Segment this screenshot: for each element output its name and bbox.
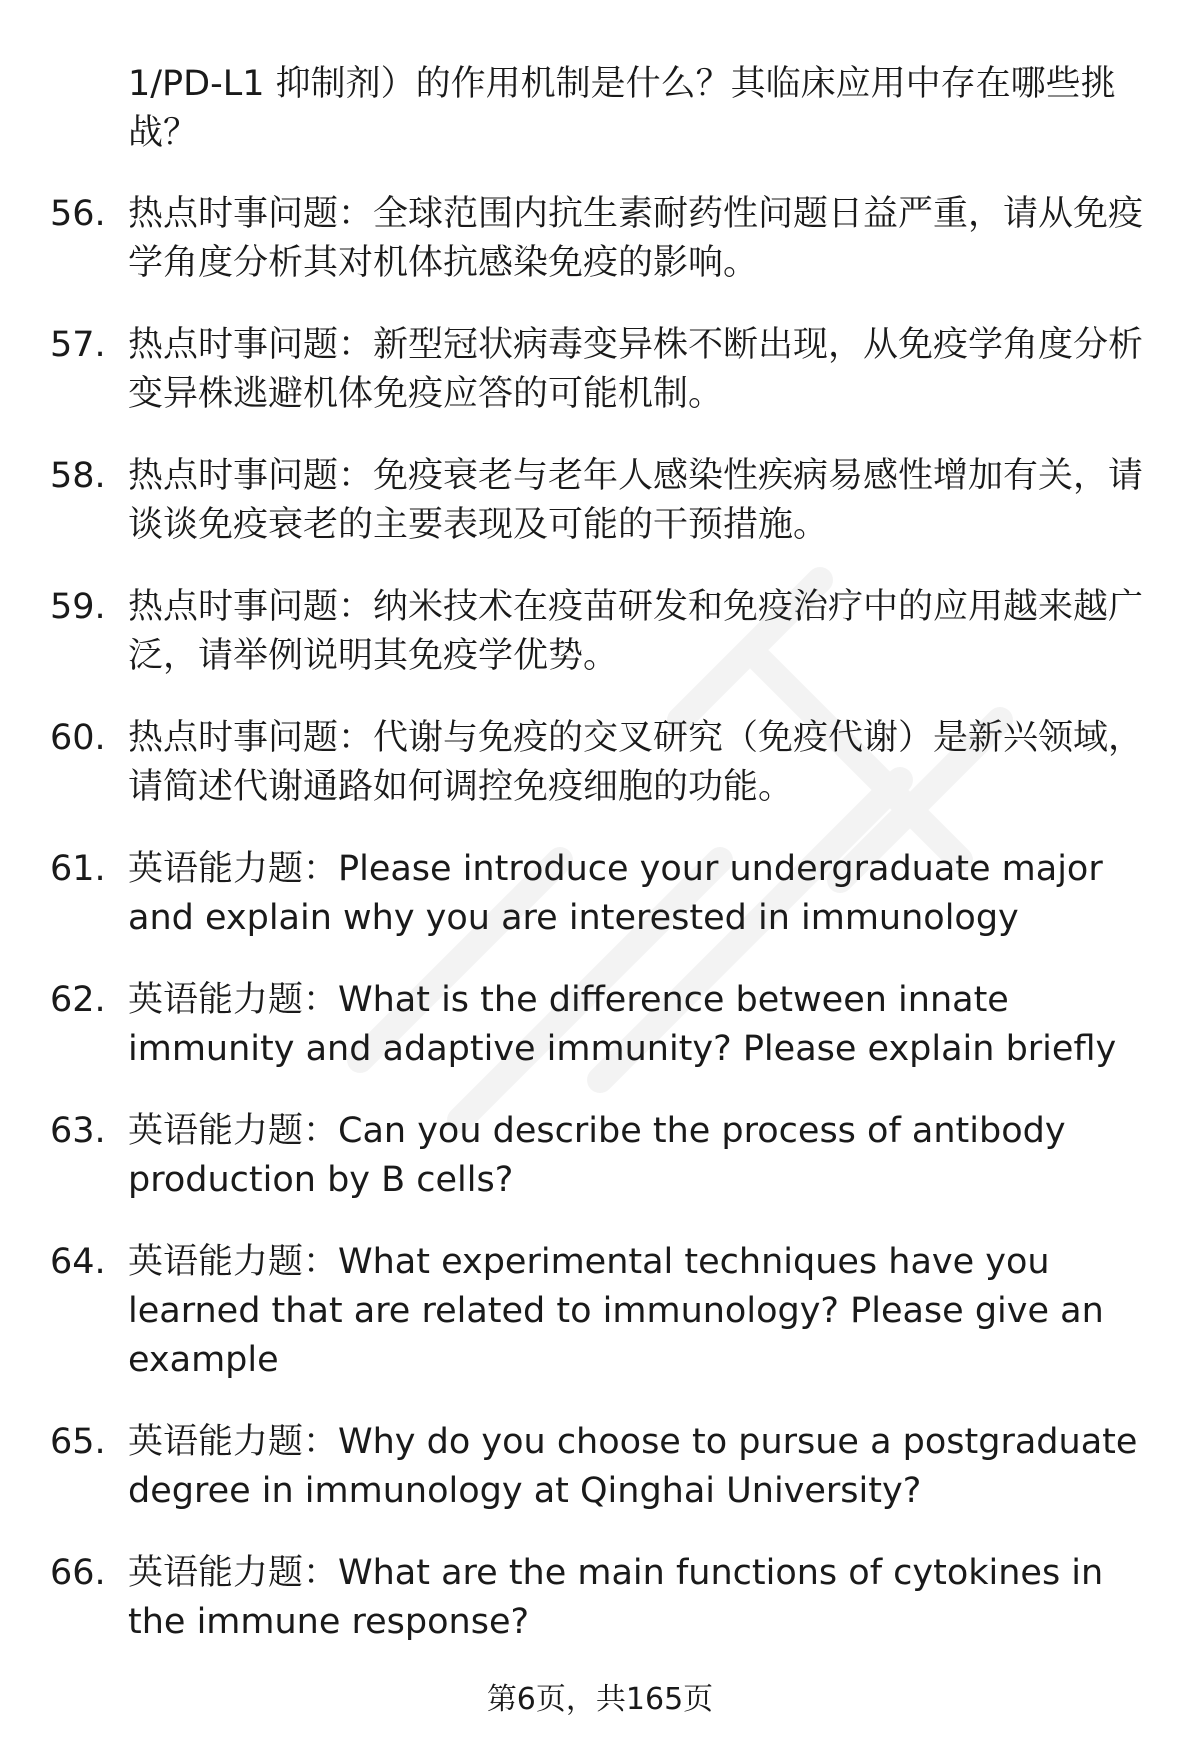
question-number: 65. bbox=[50, 1422, 106, 1462]
list-item bbox=[0, 321, 1148, 419]
list-item bbox=[0, 1418, 1148, 1516]
question-list bbox=[0, 190, 1200, 1680]
list-item bbox=[0, 1238, 1148, 1385]
question-number: 64. bbox=[50, 1242, 106, 1282]
list-item bbox=[0, 1549, 1148, 1647]
question-number: 59. bbox=[50, 587, 106, 627]
question-text: 热点时事问题：代谢与免疫的交叉研究（免疫代谢）是新兴领域，请简述代谢通路如何调控免疫细胞的功能。 bbox=[128, 718, 1144, 807]
question-number: 60. bbox=[50, 718, 106, 758]
question-text: 英语能力题：Why do you choose to pursue a postgraduate degree in immunology at Qinghai University? bbox=[128, 1422, 1138, 1511]
list-item bbox=[0, 583, 1148, 681]
question-text: 英语能力题：What experimental techniques have you learned that are related to immunology? Please give an example bbox=[128, 1242, 1104, 1380]
question-number: 62. bbox=[50, 980, 106, 1020]
question-text: 热点时事问题：新型冠状病毒变异株不断出现，从免疫学角度分析变异株逃避机体免疫应答的可能机制。 bbox=[128, 325, 1144, 414]
question-text: 英语能力题：Please introduce your undergraduate major and explain why you are interested in immunology bbox=[128, 849, 1103, 938]
list-item bbox=[0, 976, 1148, 1074]
list-item bbox=[0, 190, 1148, 288]
question-text: 英语能力题：Can you describe the process of antibody production by B cells? bbox=[128, 1111, 1066, 1200]
question-text: 热点时事问题：全球范围内抗生素耐药性问题日益严重，请从免疫学角度分析其对机体抗感染免疫的影响。 bbox=[128, 194, 1144, 283]
question-number: 61. bbox=[50, 849, 106, 889]
continued-question-text: 1/PD-L1 抑制剂）的作用机制是什么？其临床应用中存在哪些挑战？ bbox=[128, 64, 1116, 153]
question-text: 英语能力题：What are the main functions of cytokines in the immune response? bbox=[128, 1553, 1104, 1642]
question-number: 66. bbox=[50, 1553, 106, 1593]
list-item bbox=[0, 1107, 1148, 1205]
question-text: 热点时事问题：免疫衰老与老年人感染性疾病易感性增加有关，请谈谈免疫衰老的主要表现及可能的干预措施。 bbox=[128, 456, 1144, 545]
question-number: 56. bbox=[50, 194, 106, 234]
question-number: 58. bbox=[50, 456, 106, 496]
question-text: 热点时事问题：纳米技术在疫苗研发和免疫治疗中的应用越来越广泛，请举例说明其免疫学优势。 bbox=[128, 587, 1144, 676]
question-number: 63. bbox=[50, 1111, 106, 1151]
question-text: 英语能力题：What is the difference between innate immunity and adaptive immunity? Please explain briefly bbox=[128, 980, 1117, 1069]
page-footer: 第6页，共165页 bbox=[486, 1682, 714, 1717]
question-number: 57. bbox=[50, 325, 106, 365]
list-item bbox=[0, 452, 1148, 550]
list-item bbox=[0, 845, 1148, 943]
list-item bbox=[0, 714, 1148, 812]
